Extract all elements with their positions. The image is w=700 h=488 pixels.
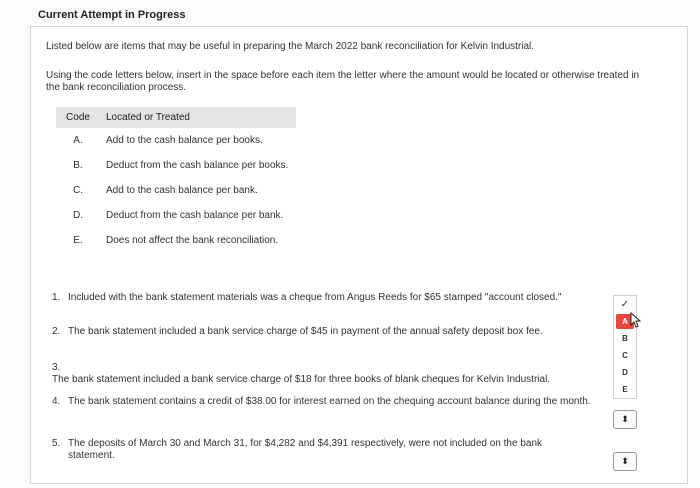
table-row: [56, 203, 296, 228]
mouse-cursor-icon: [630, 312, 642, 328]
option-c[interactable]: C: [622, 351, 628, 360]
answer-dropdown-item-1[interactable]: [613, 295, 637, 399]
code-meaning: Add to the cash balance per books.: [106, 135, 263, 146]
option-d[interactable]: D: [622, 368, 628, 377]
code-letter: C.: [73, 185, 83, 196]
code-header: Code: [56, 107, 100, 128]
option-e[interactable]: E: [622, 385, 628, 394]
code-letter: E.: [73, 235, 83, 246]
code-letter: A.: [73, 135, 83, 146]
code-table: [56, 107, 296, 253]
question-item-5: [52, 438, 602, 462]
item-number: 3.: [52, 362, 61, 373]
code-meaning: Deduct from the cash balance per books.: [106, 160, 289, 171]
question-item-4: [52, 396, 602, 408]
answer-select-item-4[interactable]: [613, 410, 637, 429]
item-text: The bank statement included a bank service charge of $45 in payment of the annual safety deposit box fee.: [68, 326, 543, 337]
item-number: 1.: [52, 292, 61, 303]
item-text: Included with the bank statement materials was a cheque from Angus Reeds for $65 stamped "account closed.": [68, 292, 562, 303]
page-title: Current Attempt in Progress: [38, 9, 186, 21]
item-text: The bank statement contains a credit of $38.00 for interest earned on the chequing account balance during the month.: [68, 396, 591, 407]
item-text: The deposits of March 30 and March 31, for $4,282 and $4,391 respectively, were not included on the bank statement.: [68, 438, 542, 461]
code-letter: B.: [73, 160, 83, 171]
table-row: [56, 128, 296, 153]
intro-text: Listed below are items that may be useful in preparing the March 2022 bank reconciliation for Kelvin Industrial.: [46, 41, 535, 52]
option-b[interactable]: B: [622, 334, 628, 343]
checkmark-icon[interactable]: ✓: [620, 299, 630, 310]
item-number: 4.: [52, 396, 61, 407]
table-row: [56, 178, 296, 203]
answer-select-item-5[interactable]: [613, 452, 637, 471]
located-header: Located or Treated: [100, 107, 296, 128]
select-arrows-icon: ⬍: [621, 456, 629, 466]
question-item-3: [52, 362, 602, 386]
item-number: 2.: [52, 326, 61, 337]
question-panel: [30, 26, 688, 484]
question-item-1: [52, 292, 602, 304]
code-meaning: Does not affect the bank reconciliation.: [106, 235, 279, 246]
table-row: [56, 228, 296, 253]
table-row: [56, 153, 296, 178]
item-number: 5.: [52, 438, 61, 449]
item-text: The bank statement included a bank service charge of $18 for three books of blank cheques for Kelvin Industrial.: [52, 374, 551, 385]
question-item-2: [52, 326, 602, 338]
code-meaning: Add to the cash balance per bank.: [106, 185, 258, 196]
code-letter: D.: [73, 210, 83, 221]
option-a[interactable]: A: [616, 314, 634, 329]
select-arrows-icon: ⬍: [621, 414, 629, 424]
directions-text: Using the code letters below, insert in the space before each item the letter where the amount would be located or otherwise treated in the bank reconciliation process.: [46, 70, 640, 93]
code-meaning: Deduct from the cash balance per bank.: [106, 210, 284, 221]
